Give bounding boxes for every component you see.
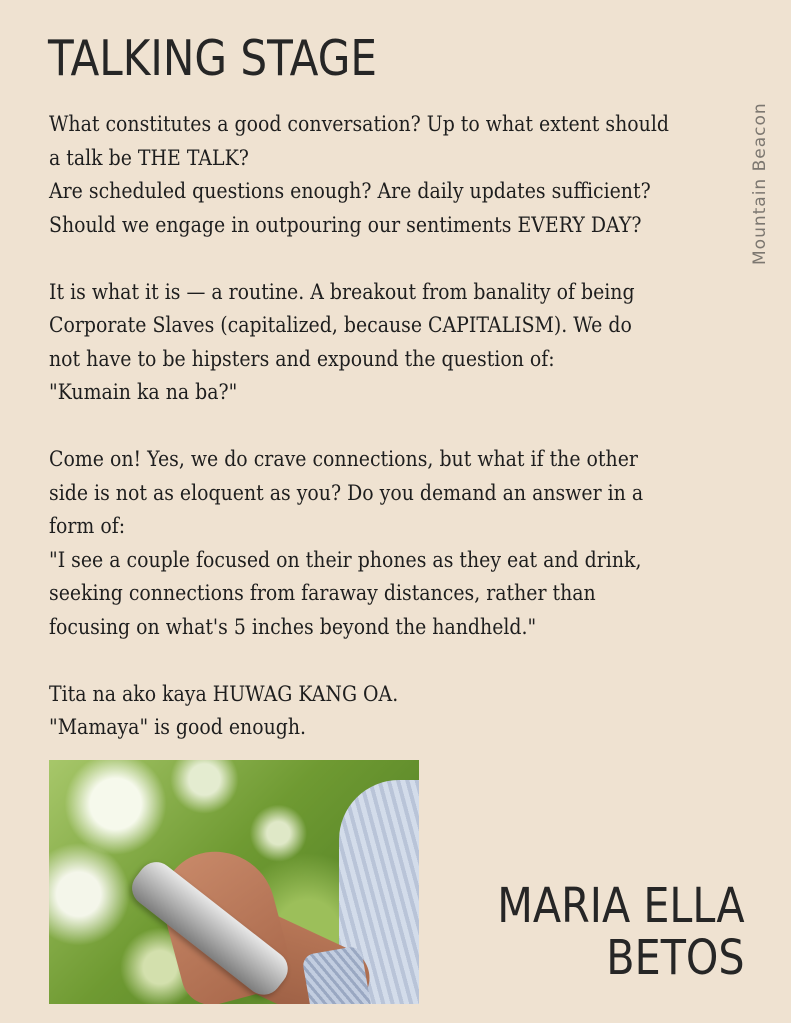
page-title: TALKING STAGE: [48, 30, 378, 87]
body-line: What constitutes a good conversation? Up to what extent should: [49, 112, 669, 136]
paragraph-gap: [49, 410, 749, 444]
body-line: Are scheduled questions enough? Are daily updates sufficient?: [49, 179, 651, 203]
body-line: Come on! Yes, we do crave connections, but what if the other: [49, 447, 638, 471]
body-line: a talk be THE TALK?: [49, 145, 249, 170]
sleeve-cuff-shape: [301, 945, 372, 1004]
body-line: form of:: [49, 514, 126, 538]
paragraph-gap: [49, 644, 749, 678]
body-line: Corporate Slaves (capitalized, because CAPITALISM). We do: [49, 313, 632, 337]
body-line: It is what it is — a routine. A breakout from banality of being: [49, 279, 635, 304]
author-name-line1: MARIA ELLA: [497, 878, 745, 934]
body-line: "I see a couple focused on their phones as they eat and drink,: [49, 547, 642, 572]
author-name-line2: BETOS: [606, 930, 745, 986]
paragraph-gap: [49, 242, 749, 276]
body-line: Tita na ako kaya HUWAG KANG OA.: [49, 681, 399, 706]
article-body: [49, 108, 749, 745]
phone-in-hand-photo: [49, 760, 419, 1004]
body-line: not have to be hipsters and expound the question of:: [49, 346, 555, 371]
body-line: side is not as eloquent as you? Do you demand an answer in a: [49, 480, 644, 505]
body-line: Should we engage in outpouring our sentiments EVERY DAY?: [49, 212, 642, 237]
body-line: "Kumain ka na ba?": [49, 380, 238, 404]
body-line: focusing on what's 5 inches beyond the handheld.": [49, 614, 537, 639]
body-line: seeking connections from faraway distances, rather than: [49, 581, 596, 605]
publication-label: Mountain Beacon: [750, 102, 770, 265]
body-line: "Mamaya" is good enough.: [49, 715, 307, 739]
author-name: [457, 880, 745, 984]
